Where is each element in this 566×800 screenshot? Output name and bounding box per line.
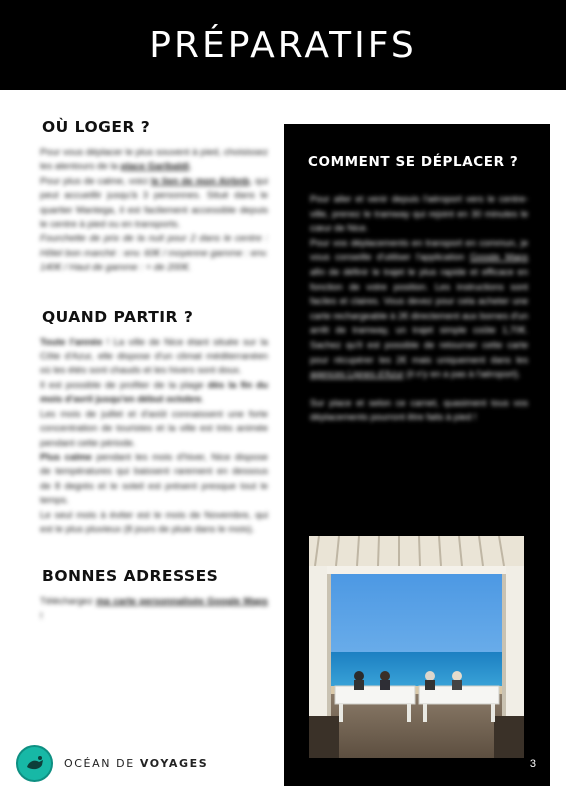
- link-place-garibaldi[interactable]: place Garibaldi: [120, 161, 190, 173]
- link-lignes-azur[interactable]: agences Lignes d'Azur: [310, 369, 404, 380]
- adresses-text: Téléchargez ma carte personnalisée Google Maps !: [40, 596, 268, 622]
- page-header: [0, 0, 566, 90]
- deplacer-text: Pour aller et venir depuis l'aéroport vers le centre-ville, prenez le tramway qui rejoint en 30 minutes le cœur de Nice. Pour vos déplacements en transport en commun, je vous conseille d'utiliser l'application Google Maps afin de définir le trajet le plus rapide et efficace en fonction de votre position. Les instructions sont faciles et claires. Vous devez pour cela acheter une carte rechargeable à 2€ directement aux bornes d'un arrêt de tramway, un trajet simple coûte 1,70€. Sachez qu'il est possible de retourner cette carte pour récupérer les 2€ mais uniquement dans les agences Lignes d'Azur (il n'y en a pas à l'aéroport). Sur place et selon ce carnet, quasiment tous vos déplacements pourront être faits à pied !: [310, 194, 528, 423]
- loger-text: Pour vous déplacer le plus souvent à pied, choisissez les alentours de la place Garibaldi. Pour plus de calme, voici le lien de mon Airbnb, qui peut accueillir jusqu'à 3 personnes. Situé dans le quartier Mantega, il est facilement accessible depuis le centre à pied ou en transports. Fourchette de prix de la nuit pour 2 dans le centre : Hôtel bon marché : env. 60€ / moyenne gamme : env. 140€ / Haut de gamme : + de 200€.: [40, 147, 268, 274]
- sidebar-box: [284, 124, 550, 786]
- logo-icon: [16, 745, 53, 782]
- section-title-partir: QUAND PARTIR ?: [42, 307, 194, 326]
- section-title-adresses: BONNES ADRESSES: [42, 567, 219, 586]
- brand-name: OCÉAN DE VOYAGES: [64, 757, 209, 770]
- section-title-deplacer: COMMENT SE DÉPLACER ?: [308, 154, 519, 170]
- page-number: 3: [529, 758, 536, 770]
- left-column: [40, 118, 268, 624]
- page-title: PRÉPARATIFS: [149, 24, 417, 66]
- partir-text: Toute l'année ! La ville de Nice étant située sur la Côte d'Azur, elle dispose d'un climat méditerranéen où les étés sont chauds et les hivers sont doux. Il est possible de profiter de la plage dès la fin du mois d'avril jusqu'en début octobre. Les mois de juillet et d'août connaissent une forte concentration de touristes et la ville est très animée pendant cette période. Plus calme pendant les mois d'hiver, Nice dispose de températures qui baissent rarement en dessous de 8 degrés et le soleil est présent presque tout le temps. Le seul mois à éviter est le mois de Novembre, qui est le plus pluvieux (8 jours de pluie dans le mois).: [40, 336, 268, 535]
- link-airbnb[interactable]: le lien de mon Airbnb: [150, 175, 250, 187]
- section-title-loger: OÙ LOGER ?: [42, 118, 151, 136]
- promenade-photo: [309, 536, 524, 758]
- link-google-maps-carte[interactable]: ma carte personnalisée Google Maps: [96, 596, 268, 608]
- link-google-maps-app[interactable]: Google Maps: [469, 252, 528, 263]
